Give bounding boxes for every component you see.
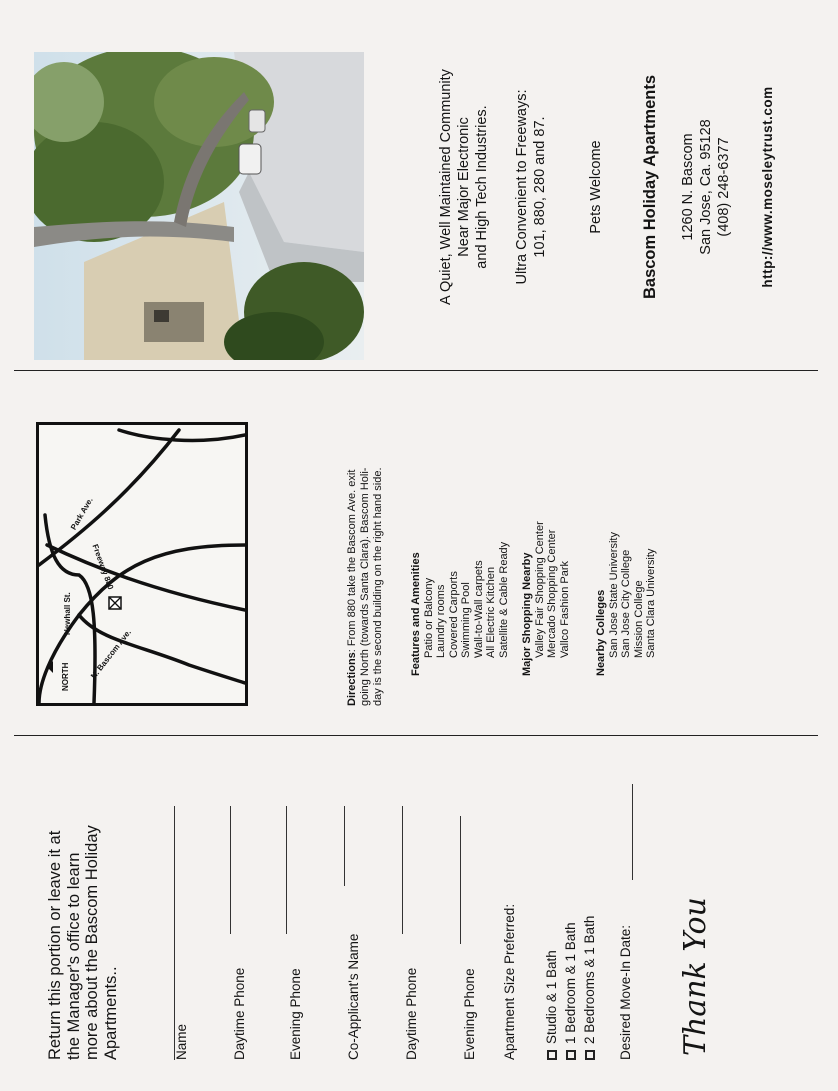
shopping-title: Major Shopping Nearby: [521, 552, 533, 676]
tagline-line: A Quiet, Well Maintained Community: [438, 69, 454, 305]
property-name: Bascom Holiday Apartments: [641, 74, 659, 300]
field-label-co-evening-phone: Evening Phone: [462, 968, 477, 1060]
map-label-freeway: Freeway 880: [90, 543, 116, 591]
apartment-photo: [34, 52, 364, 360]
address-line: San Jose, Ca. 95128: [698, 119, 714, 255]
daytime-phone-input-line[interactable]: [230, 806, 231, 934]
field-label-daytime-phone: Daytime Phone: [232, 967, 247, 1060]
college-item: San Jose City College: [620, 549, 632, 658]
field-label-evening-phone: Evening Phone: [288, 968, 303, 1060]
co-applicant-input-line[interactable]: [344, 806, 345, 886]
shopping-item: Valley Fair Shopping Center: [533, 521, 546, 658]
thank-you-script: Thank You: [678, 897, 713, 1056]
tagline-line: and High Tech Industries.: [474, 105, 490, 269]
college-item: Mission College: [632, 580, 645, 658]
form-intro-line: the Manager's office to learn: [64, 852, 83, 1060]
map-label-newhall: Newhall St.: [63, 592, 72, 635]
size-option-label: 2 Bedrooms & 1 Bath: [582, 915, 597, 1044]
size-option-1bed[interactable]: [561, 916, 580, 1060]
checkbox-icon[interactable]: [585, 1050, 595, 1060]
evening-phone-input-line[interactable]: [286, 806, 287, 934]
directions-block: [346, 468, 385, 707]
feature-item: Covered Carports: [447, 571, 460, 658]
size-option-2bed[interactable]: [580, 916, 599, 1060]
form-intro-line: more about the Bascom Holiday: [83, 825, 101, 1060]
directions-text: day is the second building on the right hand side.: [372, 467, 384, 706]
field-label-name: Name: [174, 1023, 189, 1060]
directions-text: : From 880 take the Bascom Ave. exit: [346, 469, 358, 653]
checkbox-icon[interactable]: [566, 1050, 576, 1060]
colleges-title: Nearby Colleges: [595, 589, 607, 676]
apartment-size-label: Apartment Size Preferred:: [502, 903, 517, 1060]
form-intro-line: Return this portion or leave it at: [46, 830, 64, 1060]
pets-welcome: Pets Welcome: [588, 140, 604, 234]
move-in-label: Desired Move-In Date:: [618, 924, 633, 1060]
size-option-label: 1 Bedroom & 1 Bath: [563, 922, 578, 1044]
feature-item: Wall-to-Wall carpets: [472, 560, 485, 658]
apartment-size-options: [542, 916, 599, 1060]
move-in-input-line[interactable]: [632, 784, 633, 880]
map-label-north: NORTH: [61, 662, 70, 691]
form-intro-line: Apartments..: [101, 966, 120, 1060]
feature-item: Laundry rooms: [435, 584, 447, 658]
features-title: Features and Amenities: [410, 552, 422, 676]
feature-item: All Electric Kitchen: [485, 566, 497, 658]
shopping-item: Mercado Shopping Center: [546, 529, 558, 658]
website-url[interactable]: http://www.moseleytrust.com: [760, 86, 775, 288]
field-label-co-applicant: Co-Applicant's Name: [346, 933, 361, 1060]
college-item: Santa Clara University: [645, 548, 657, 658]
co-daytime-phone-input-line[interactable]: [402, 806, 403, 934]
phone-number: (408) 248-6377: [716, 137, 732, 237]
map-label-bascom: N. Bascom Ave.: [89, 627, 133, 681]
name-input-line[interactable]: [174, 806, 175, 1060]
freeways-line: Ultra Convenient to Freeways:: [514, 89, 530, 285]
checkbox-icon[interactable]: [547, 1050, 557, 1060]
fold-line-bottom: [14, 735, 818, 736]
size-option-studio[interactable]: [542, 916, 561, 1060]
tagline-line: Near Major Electronic: [456, 117, 472, 257]
shopping-item: Vallco Fashion Park: [558, 560, 571, 658]
co-evening-phone-input-line[interactable]: [460, 816, 461, 944]
college-item: San Jose State University: [607, 532, 620, 658]
map-label-park: Park Ave.: [69, 495, 95, 532]
features-block: [410, 521, 658, 676]
form-intro: [46, 825, 120, 1060]
fold-line-top: [14, 370, 818, 371]
feature-item: Satellite & Cable Ready: [497, 541, 510, 658]
feature-item: Swimming Pool: [460, 582, 472, 658]
size-option-label: Studio & 1 Bath: [544, 950, 559, 1044]
address-line: 1260 N. Bascom: [680, 133, 696, 241]
directions-label: Directions: [346, 652, 358, 706]
freeways-line: 101, 880, 280 and 87.: [532, 116, 548, 258]
directions-text: going North (towards Santa Clara). Bascom Holi-: [359, 467, 371, 706]
field-label-co-daytime-phone: Daytime Phone: [404, 967, 419, 1060]
tagline-block: [437, 52, 777, 322]
feature-item: Patio or Balcony: [422, 577, 435, 658]
location-map: [36, 422, 248, 706]
